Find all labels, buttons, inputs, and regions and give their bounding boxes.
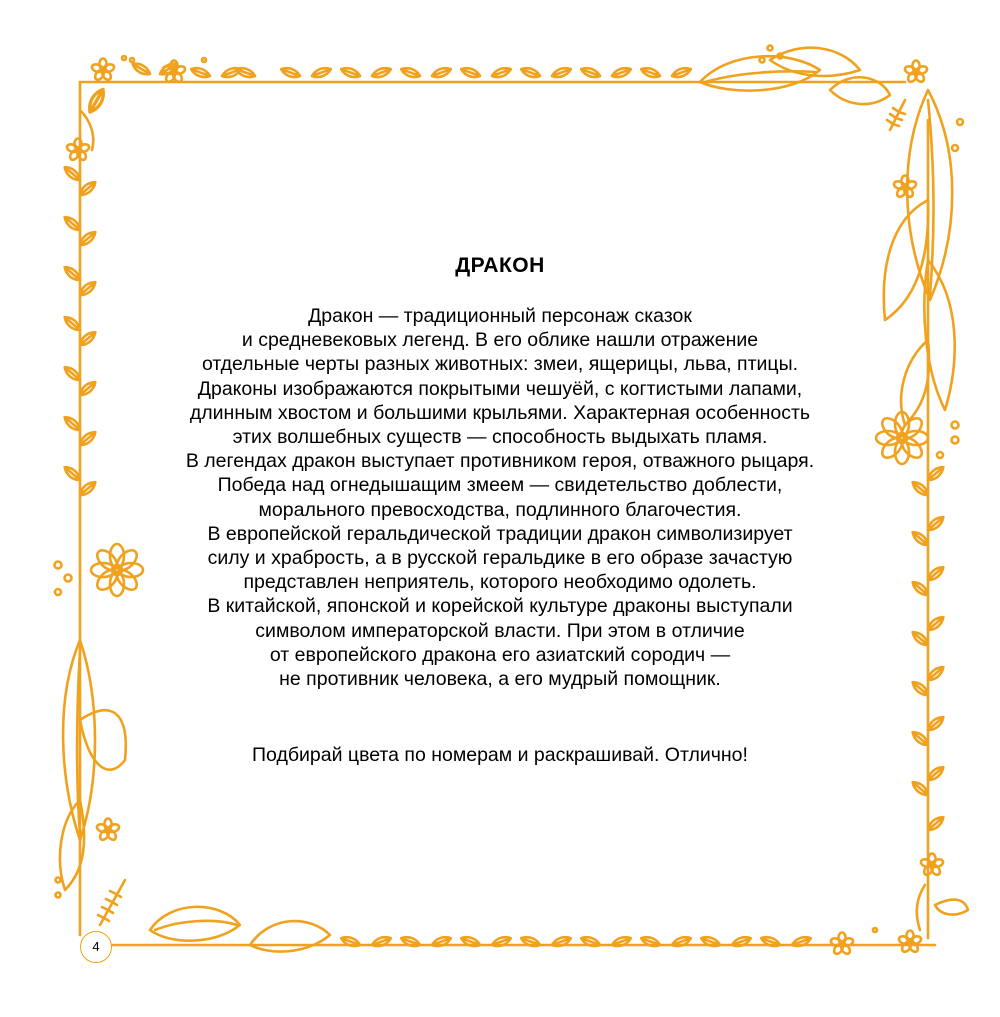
- top-vine-leaves: [131, 61, 692, 80]
- flower-icon: [96, 819, 120, 842]
- article-line: представлен неприятель, которого необходимо одолеть.: [243, 571, 757, 594]
- article-line: В европейской геральдической традиции дракон символизирует: [207, 522, 793, 545]
- article-line: В легендах дракон выступает противником героя, отважного рыцаря.: [185, 450, 815, 473]
- article-line: не противник человека, а его мудрый помощник.: [279, 668, 721, 691]
- coloring-instruction: Подбирай цвета по номерам и раскрашивай. Отлично!: [252, 744, 748, 766]
- page-title: ДРАКОН: [455, 254, 545, 277]
- article-line: В китайской, японской и корейской культуре драконы выступали: [207, 595, 793, 618]
- article-line: Драконы изображаются покрытыми чешуёй, с когтистыми лапами,: [197, 377, 803, 400]
- flower-icon: [920, 854, 944, 877]
- article-line: морального превосходства, подлинного благочестия.: [258, 498, 742, 521]
- page-number-badge: 4: [80, 931, 112, 963]
- article-line: и средневековых легенд. В его облике нашли отражение: [241, 329, 759, 352]
- bottom-vine-leaves: [150, 907, 812, 952]
- article-line: символом императорской власти. При этом в отличие: [255, 619, 745, 642]
- article-line: длинным хвостом и большими крыльями. Характерная особенность: [189, 401, 811, 424]
- article-line: отдельные черты разных животных: змеи, ящерицы, льва, птицы.: [201, 353, 799, 376]
- article-line: силу и храбрость, а в русской геральдике в его образе зачастую: [207, 547, 793, 570]
- article-body: [100, 304, 900, 691]
- left-berries: [55, 562, 72, 596]
- article-line: Дракон — традиционный персонаж сказок: [308, 305, 692, 327]
- article-line: Победа над огнедышащим змеем — свидетельство доблести,: [217, 474, 783, 497]
- bottom-left-sprig: [56, 878, 126, 926]
- article-line: этих волшебных существ — способность выдыхать пламя.: [232, 426, 768, 449]
- right-berries: [937, 422, 959, 459]
- article-line: от европейского дракона его азиатский сородич —: [269, 643, 731, 666]
